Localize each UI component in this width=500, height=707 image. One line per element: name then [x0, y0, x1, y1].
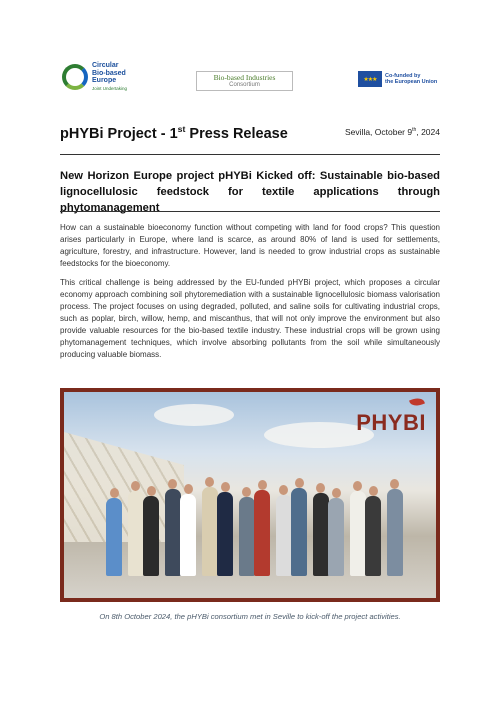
consortium-photo [60, 388, 440, 602]
headline: New Horizon Europe project pHYBi Kicked off: Sustainable bio-based lignocellulosic feedstock for textile applications through phytomanagement [60, 170, 440, 214]
cbe-line4: Joint Undertaking [92, 85, 128, 91]
person-figure [143, 496, 159, 576]
person-head [369, 486, 378, 496]
person-head [316, 483, 325, 493]
cloud-shape [154, 404, 234, 426]
photo-scene [64, 392, 436, 598]
cbe-line3: Europe [92, 77, 117, 84]
phybi-photo-logo: PHYBI [356, 410, 426, 435]
cbe-line1: Circular [92, 62, 119, 69]
person-head [279, 485, 288, 495]
cbe-logo-text [92, 62, 127, 92]
person-figure [291, 488, 307, 576]
person-head [110, 488, 119, 498]
eu-line2: the European Union [385, 79, 438, 85]
person-head [221, 482, 230, 492]
bbi-subtitle: Consortium [229, 82, 260, 88]
person-figure [276, 495, 292, 576]
person-figure [350, 491, 366, 576]
eu-logo-text [385, 73, 437, 86]
paragraph-intro: How can a sustainable bioeconomy function without competing with land for food crops? This question arises particularly in Europe, where land is scarce, as around 80% of land is used for settlements, agriculture, forestry, and infrastructure. However, land is needed to grow industrial crops as sustainable feedstocks for the bioeconomy. [60, 223, 440, 268]
person-head [295, 478, 304, 488]
eu-line1: Co-funded by [385, 72, 421, 79]
press-release-date [345, 127, 440, 137]
date-suffix: , 2024 [416, 127, 440, 137]
person-head [242, 487, 251, 497]
cbe-line2: Bio-based [92, 69, 126, 77]
bbi-title: Bio-based Industries [213, 73, 276, 82]
cbe-logo-icon [62, 64, 88, 90]
person-head [131, 481, 140, 491]
person-figure [254, 490, 270, 576]
person-figure [239, 497, 255, 576]
bio-based-industries-logo [196, 71, 293, 91]
person-figure [328, 498, 344, 576]
person-figure [365, 496, 381, 576]
title-prefix: pHYBi Project - 1 [60, 125, 178, 142]
title-sup: st [177, 124, 186, 134]
paragraph-project: This critical challenge is being addressed by the EU-funded pHYBi project, which proposes a circular economy approach combining soil phytoremediation with a sustainable lignocellulosic biomass valorisation process. The project focuses on using degraded, polluted, and saline soils for cultivating industrial crops, such as poplar, birch, willow, hemp, and miscanthus, that will not only improve the environment but also provide valuable resources for the bio-based textile industry. These industrial crops will be grown using phytomanagement techniques, which involve absorbing pollutants from the soil while simultaneously producing valuable biomass. [60, 278, 440, 359]
person-head [353, 481, 362, 491]
person-head [258, 480, 267, 490]
person-head [184, 484, 193, 494]
person-figure [217, 492, 233, 576]
date-prefix: Sevilla, October 9 [345, 127, 413, 137]
person-figure [180, 494, 196, 576]
person-figure [387, 489, 403, 576]
divider-bottom [60, 211, 440, 212]
person-head [147, 486, 156, 496]
press-release-header [60, 124, 440, 142]
title-suffix: Press Release [185, 125, 288, 142]
person-head [205, 477, 214, 487]
person-head [332, 488, 341, 498]
person-figure [165, 489, 181, 576]
eu-cofunded-logo [358, 71, 437, 87]
divider-top [60, 154, 440, 155]
leaf-icon [409, 396, 425, 408]
photo-caption: On 8th October 2024, the pHYBi consortium met in Seville to kick-off the project activities. [99, 612, 401, 621]
eu-flag-icon: ★★★ [358, 71, 382, 87]
person-figure [106, 498, 122, 576]
person-figure [313, 493, 329, 576]
logo-bar [0, 58, 500, 98]
person-figure [128, 491, 144, 576]
person-figure [202, 487, 218, 576]
circular-bio-based-europe-logo [62, 62, 127, 92]
person-head [168, 479, 177, 489]
date-sup: th [412, 127, 417, 134]
press-release-title [60, 124, 288, 142]
person-head [390, 479, 399, 489]
